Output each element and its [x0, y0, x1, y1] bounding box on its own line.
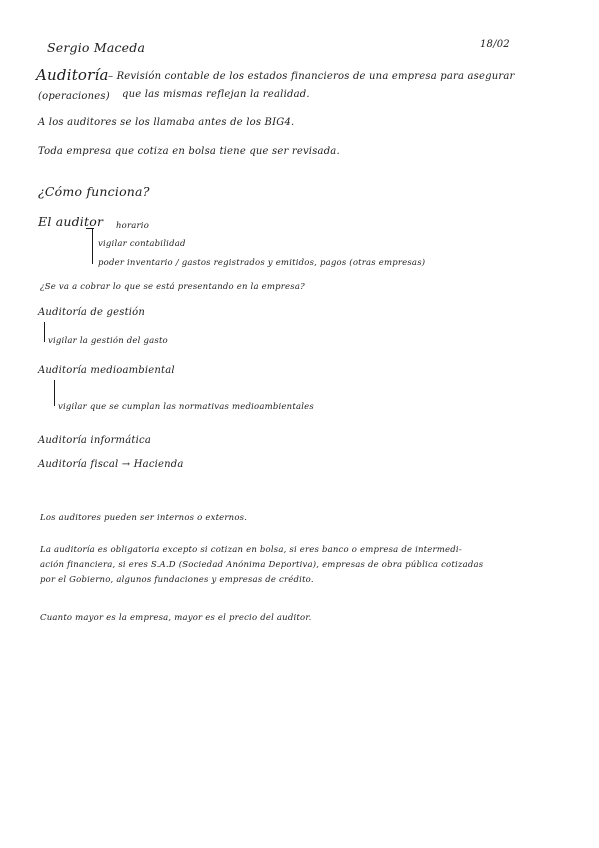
- heading-funciona: ¿Cómo funciona?: [38, 184, 150, 199]
- heading-medioambiental: Auditoría medioambiental: [38, 365, 175, 376]
- note-date: 18/02: [480, 39, 510, 50]
- note-line-final: Cuanto mayor es la empresa, mayor es el precio del auditor.: [40, 613, 312, 623]
- paragraph-line-1: La auditoría es obligatoria excepto si cotizan en bolsa, si eres banco o empresa de intermedi-: [40, 545, 462, 555]
- author-name: Sergio Maceda: [47, 40, 146, 55]
- auditor-item-horario: horario: [116, 221, 150, 231]
- bracket-stroke: [92, 228, 93, 264]
- note-line-big4: A los auditores se los llamaba antes de los BIG4.: [38, 117, 295, 128]
- gestion-item: vigilar la gestión del gasto: [48, 336, 168, 346]
- paragraph-line-2: ación financiera, si eres S.A.D (Sociedad Anónima Deportiva), empresas de obra pública cotizadas: [40, 560, 484, 570]
- auditor-item-contabilidad: vigilar contabilidad: [98, 239, 186, 249]
- definition-alias: (operaciones): [38, 91, 110, 102]
- definition-term: Auditoría: [36, 66, 109, 84]
- heading-gestion: Auditoría de gestión: [38, 307, 146, 318]
- note-line-tipos: Los auditores pueden ser internos o externos.: [40, 513, 248, 523]
- heading-fiscal: Auditoría fiscal → Hacienda: [38, 459, 184, 470]
- auditor-label: El auditor: [38, 214, 104, 229]
- paragraph-line-3: por el Gobierno, algunos fundaciones y empresas de crédito.: [40, 575, 314, 585]
- heading-informatica: Auditoría informática: [38, 435, 151, 446]
- definition-text-2: que las mismas reflejan la realidad.: [122, 89, 310, 100]
- medioambiental-item: vigilar que se cumplan las normativas medioambientales: [58, 402, 314, 412]
- note-line-revision: Toda empresa que cotiza en bolsa tiene que ser revisada.: [38, 146, 340, 157]
- auditor-item-inventario: poder inventario / gastos registrados y emitidos, pagos (otras empresas): [98, 258, 426, 268]
- definition-text: – Revisión contable de los estados financieros de una empresa para asegurar: [108, 71, 515, 82]
- medioambiental-stroke: [54, 380, 55, 406]
- gestion-stroke: [44, 322, 45, 342]
- note-line-cobros: ¿Se va a cobrar lo que se está presentando en la empresa?: [40, 282, 305, 292]
